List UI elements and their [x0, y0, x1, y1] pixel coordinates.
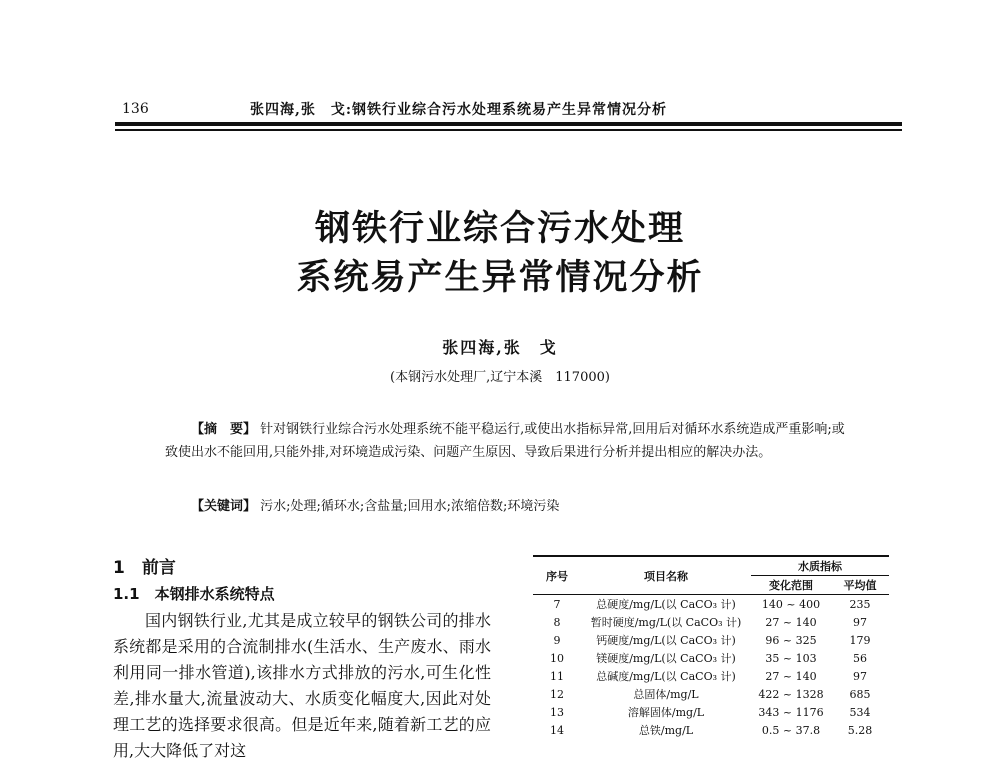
cell-no: 12 — [550, 687, 564, 701]
cell-item: 镁硬度/mg/L(以 CaCO₃ 计) — [596, 652, 736, 665]
cell-item: 总碱度/mg/L(以 CaCO₃ 计) — [596, 670, 736, 683]
table-row — [533, 613, 889, 631]
affiliation: (本钢污水处理厂,辽宁本溪 117000) — [390, 370, 610, 385]
cell-avg: 179 — [849, 633, 871, 647]
paper-title-line-1: 钢铁行业综合污水处理 — [314, 208, 685, 249]
cell-item: 钙硬度/mg/L(以 CaCO₃ 计) — [596, 634, 736, 647]
cell-no: 13 — [550, 705, 564, 719]
cell-range: 0.5 ~ 37.8 — [761, 723, 821, 737]
cell-no: 9 — [553, 633, 561, 647]
cell-no: 11 — [550, 669, 564, 683]
cell-avg: 97 — [853, 615, 867, 629]
cell-item: 溶解固体/mg/L — [627, 706, 705, 719]
cell-avg: 5.28 — [847, 723, 873, 737]
abstract-text: 针对钢铁行业综合污水处理系统不能平稳运行,或使出水指标异常,回用后对循环水系统造成严重影响;或致使出水不能回用,只能外排,对环境造成污染、问题产生原因、导致后果进行分析并提出相应的解决办法。 — [165, 422, 845, 460]
table-row — [533, 649, 889, 667]
table-row — [533, 595, 889, 614]
col-header-item: 项目名称 — [581, 556, 751, 595]
abstract — [165, 418, 845, 464]
keywords-text: 污水;处理;循环水;含盐量;回用水;浓缩倍数;环境污染 — [260, 499, 560, 514]
cell-item: 总固体/mg/L — [633, 688, 699, 701]
subsection-heading: 1.1 本钢排水系统特点 — [113, 585, 275, 603]
cell-avg: 534 — [849, 705, 871, 719]
cell-avg: 685 — [849, 687, 871, 701]
col-header-avg: 平均值 — [831, 576, 889, 595]
paper-title-line-2: 系统易产生异常情况分析 — [296, 257, 704, 298]
cell-item: 总硬度/mg/L(以 CaCO₃ 计) — [596, 598, 736, 611]
table-row — [533, 721, 889, 739]
cell-range: 422 ~ 1328 — [758, 687, 824, 701]
cell-range: 140 ~ 400 — [761, 597, 821, 611]
col-header-range: 变化范围 — [751, 576, 831, 595]
table-row — [533, 631, 889, 649]
cell-item: 暂时硬度/mg/L(以 CaCO₃ 计) — [590, 616, 742, 629]
page-number: 136 — [122, 101, 149, 117]
cell-no: 14 — [550, 723, 564, 737]
col-header-group: 水质指标 — [751, 556, 889, 576]
water-quality-table — [533, 555, 889, 739]
cell-no: 8 — [553, 615, 561, 629]
abstract-label: 【摘 要】 — [191, 422, 257, 437]
cell-item: 总铁/mg/L — [638, 724, 694, 737]
keywords — [165, 495, 845, 514]
table-row — [533, 703, 889, 721]
section-heading: 1 前言 — [113, 558, 176, 578]
cell-no: 10 — [550, 651, 564, 665]
col-header-no: 序号 — [533, 556, 581, 595]
cell-no: 7 — [553, 597, 561, 611]
header-rule-thin — [115, 129, 902, 131]
authors: 张四海,张 戈 — [442, 338, 558, 357]
cell-range: 343 ~ 1176 — [758, 705, 824, 719]
cell-avg: 97 — [853, 669, 867, 683]
cell-range: 27 ~ 140 — [765, 669, 817, 683]
cell-avg: 235 — [849, 597, 871, 611]
keywords-label: 【关键词】 — [191, 499, 257, 514]
cell-range: 96 ~ 325 — [765, 633, 817, 647]
table-row — [533, 667, 889, 685]
cell-range: 35 ~ 103 — [765, 651, 817, 665]
table-row — [533, 685, 889, 703]
header-rule-thick — [115, 122, 902, 126]
body-paragraph: 国内钢铁行业,尤其是成立较早的钢铁公司的排水系统都是采用的合流制排水(生活水、生产废水、雨水利用同一排水管道),该排水方式排放的污水,可生化性差,排水量大,流量波动大、水质变化幅度大,因此对处理工艺的选择要求很高。但是近年来,随着新工艺的应用,大大降低了对这 — [113, 611, 491, 760]
cell-avg: 56 — [853, 651, 867, 665]
running-title: 张四海,张 戈:钢铁行业综合污水处理系统易产生异常情况分析 — [250, 102, 668, 118]
cell-range: 27 ~ 140 — [765, 615, 817, 629]
